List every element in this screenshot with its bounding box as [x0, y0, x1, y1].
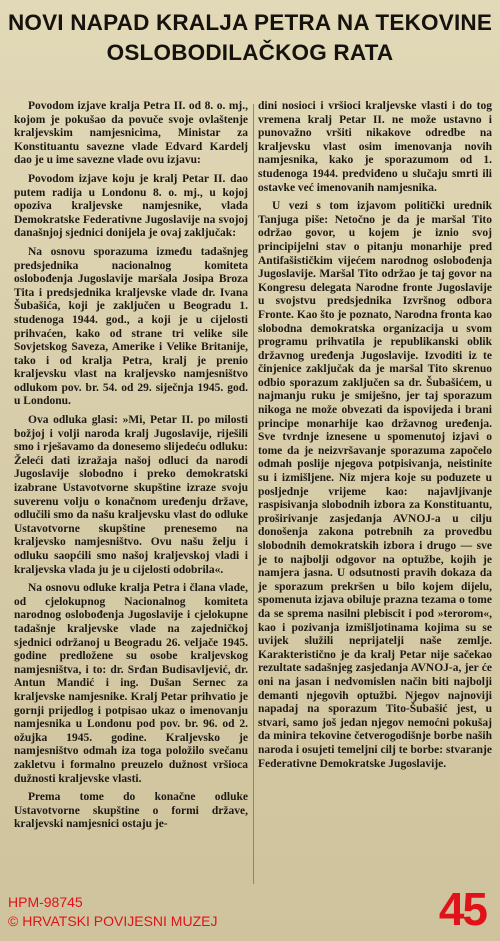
paragraph: dini nosioci i vršioci kraljevske vlasti i do tog vremena kralj Petar II. ne može ustavno i punovažno vršiti nikakove odredbe na kraljevsku vlast osim imenovanja novih namjesnika, kako je sporazumom od 1. studenoga 1944. predviđeno u slučaju smrti ili ostavke već imenovanih namjesnika.: [258, 100, 492, 194]
headline-line-1: NOVI NAPAD KRALJA PETRA NA TEKOVINE: [7, 10, 493, 35]
paragraph: Povodom izjave koju je kralj Petar II. dao putem radija u Londonu 8. o. mj., u kojoj opoziva kraljevske namjesnike, vlada Demokratske Federativne Jugoslavije na svojoj današnjoj sjednici donijela je ovaj zaključak:: [14, 172, 248, 240]
paragraph: U vezi s tom izjavom politički urednik Tanjuga piše: Netočno je da je maršal Tito održao govor, u kojem je iznio svoj principijelni stav o pitanju monarhije pred Antifašističkim vijećem narodnog oslobođenja Jugoslavije. Maršal Tito održao je taj govor na Kongresu delegata Narodne fronte Jugoslavije u svojstvu predsjednika Izvršnog odbora Fronte. Kao što je poznato, Narodna fronta kao slobodna demokratska organizacija u svom programu prihvatila je republikanski oblik državnog uređenja Jugoslavije. Izvoditi iz te činjenice zaključak da je maršal Tito skrenuo odbio sporazum zaključen sa dr. Šubašićem, u najmanju ruku je smiješno, jer taj sporazum nikoga ne može obvezati da ispovijeda i brani principe monarhije kao državnog uređenja. Sve tvrdnje iznesene u spomenutoj izjavi o tome da je neizvršavanje sporazuma započelo odmah poslije njegova potpisivanja, neistinite su i izmišljene. Niz mjera koje su poduzete u posljednje vrijeme kao: najavljivanje raspisivanja slobodnih izbora za Konstituantu, proširivanje zasjedanja AVNOJ-a u cilju donošenja zakona potrebnih za provedbu slobodnih demokratskih izbora i drugo — sve je to najbolji odgovor na optužbe, kojih je namjera jasna. U odsutnosti pravih dokaza da je sporazum prekršen u bilo kojem dijelu, spomenuta izjava obiluje prazna tezama o tome da se sprema nasilni plebiscit i pod »terorom«, kao i pozivanja izmišljotinama kojima su se uvijek služili neprijatelji naše zemlje. Karakteristično je da kralj Petar nije sačekao rezultate sadašnjeg zasjedanja AVNOJ-a, jer će oni na jasan i nedvomislen način biti najbolji demanti njegovih optužbi. Njegov najnoviji napadaj na sporazum Tito-Šubašić jest, u stvari, samo još jedan njegov nemoćni pokušaj da minira tekovine četverogodišnje borbe naših naroda i osujeti temeljni cilj te borbe: stvaranje Federativne Demokratske Jugoslavije.: [258, 200, 492, 770]
paragraph: Ova odluka glasi: »Mi, Petar II. po milosti božjoj i volji naroda kralj Jugoslavije, riješili smo i rješavamo da donesemo slijedeću odluku: Želeći dati izražaja našoj odluci da narodi Jugoslavije slobodno i preko demokratski izabrane Ustavotvorne skupštine izraze svoju suverenu volju o konačnom uređenju države, odlučili smo da našu kraljevsku vlast do odluke Ustavotvorne skupštine prenesemo na kraljevsko namjesništvo. Ovu našu želju i odluku saopćili smo našoj kraljevskoj vladi i kraljevska vlada ju je u cijelosti odobrila«.: [14, 414, 248, 576]
article-headline: [6, 8, 494, 68]
right-column: [258, 100, 492, 895]
paragraph: Prema tome do konačne odluke Ustavotvorne skupštine o formi države, kraljevski namjesnici ostaju je-: [14, 791, 248, 831]
copyright-notice: © HRVATSKI POVIJESNI MUZEJ: [8, 913, 218, 929]
archive-id: HPM-98745: [8, 894, 83, 910]
page-number: 45: [438, 883, 486, 935]
paragraph: Povodom izjave kralja Petra II. od 8. o. mj., kojom je pokušao da povuče svoje ovlaštenje kraljevskim namjesnicima, Ministar za Konstituantu savezne vlade Edvard Kardelj dao je u ime savezne vlade ovu izjavu:: [14, 100, 248, 167]
paragraph: Na osnovu sporazuma između tadašnjeg predsjednika nacionalnog komiteta oslobođenja Jugoslavije maršala Josipa Broza Tita i predsjednika kraljevske vlade dr. Ivana Šubašića, koji je zaključen u Beogradu 1. studenoga 1944. god., a koji je u cijelosti prihvaćen, kako od strane tri velike sile Sovjetskog Saveza, Amerike i Velike Britanije, tako i od kralja Petra, kralj je prenio kraljevsku vlast na kraljevsko namjesništvo odlukom pov. br. 54. od 29. siječnja 1945. god. u Londonu.: [14, 245, 248, 408]
paragraph: Na osnovu odluke kralja Petra i člana vlade, od cjelokupnog Nacionalnog komiteta narodnog oslobođenja Jugoslavije i cjelokupne tadašnje kraljevske vlade na zajedničkoj sjednici održanoj u Beogradu 26. veljače 1945. godine predložene su osobe kraljevskog namjesništva, i to: dr. Srđan Budisavljević, dr. Antun Mandić i ing. Dušan Sernec za kraljevske namjesnike. Kralj Petar prihvatio je gornji prijedlog i potpisao ukaz o imenovanju namjesnika u Londonu pod pov. br. 96. od 2. ožujka 1945. godine. Kraljevsko je namjesništvo odmah iza toga položilo svečanu zakletvu i formalno preuzelo dužnost vršioca dužnosti kraljevske vlasti.: [14, 582, 248, 785]
headline-line-2: OSLOBODILAČKOG RATA: [106, 40, 394, 65]
archive-credit: [8, 893, 217, 931]
column-divider: [253, 104, 254, 884]
left-column: [14, 100, 248, 895]
